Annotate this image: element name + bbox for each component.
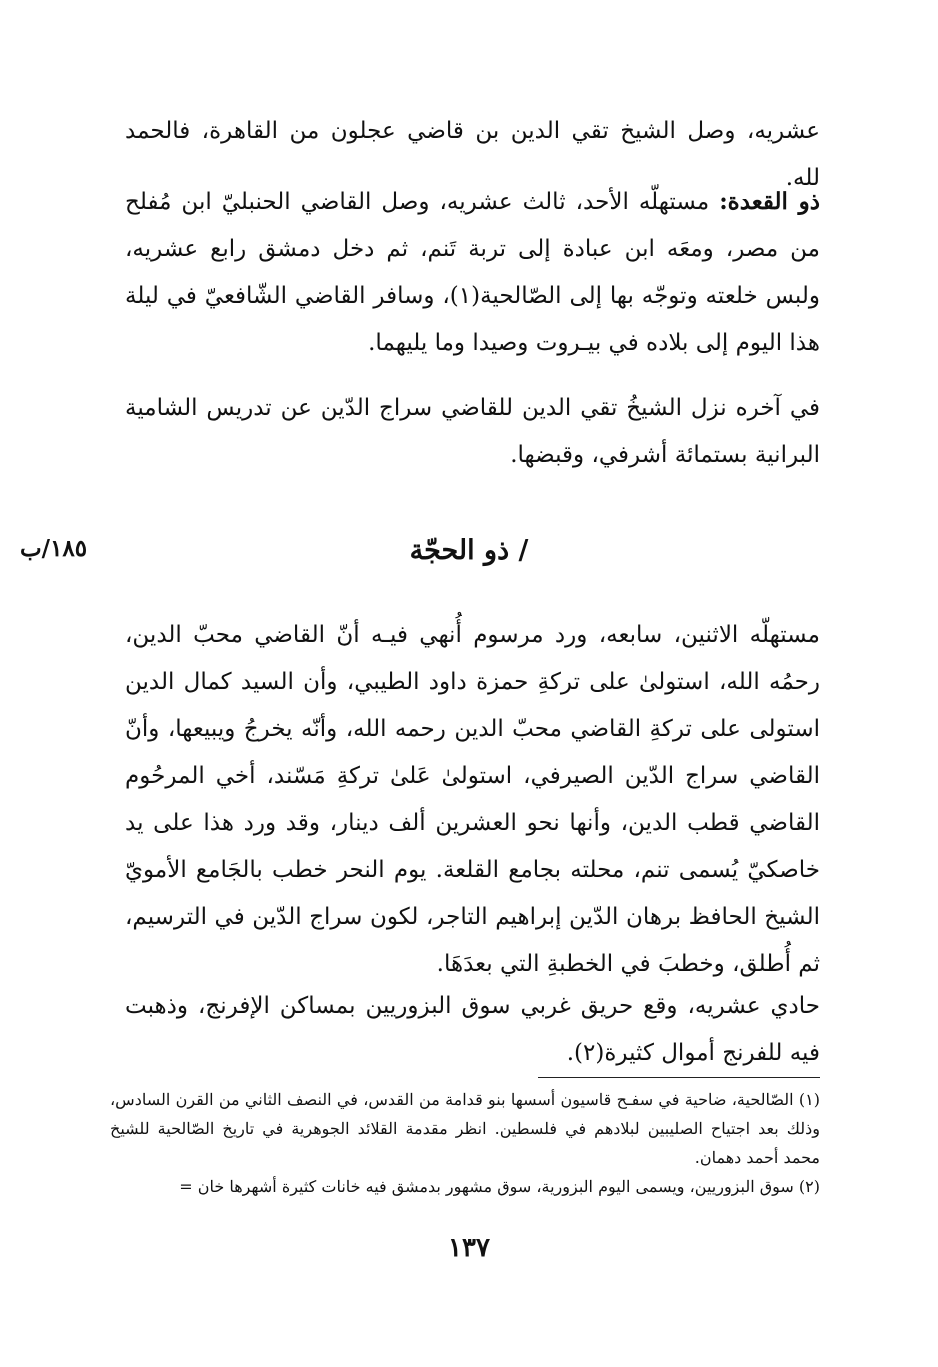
paragraph-fire-event: حادي عشريه، وقع حريق غربي سوق البزوريين بمساكن الإفرنج، وذهبت فيه للفرنج أموال كثيرة(٢). [125, 993, 820, 1066]
footnote-2: (٢) سوق البزوريين، ويسمى اليوم البزورية، سوق مشهور بدمشق فيه خانات كثيرة أشهرها خان = [179, 1177, 820, 1196]
section-heading-dhu-al-hijjah: / ذو الحجّة [409, 535, 529, 566]
footnote-separator [538, 1077, 820, 1078]
month-label-dhu-al-qadah: ذو القعدة: [719, 188, 820, 215]
paragraph-end-of-previous-month: عشريه، وصل الشيخ تقي الدين بن قاضي عجلون من القاهرة، فالحمد لله. [125, 118, 820, 191]
paragraph-dhu-al-hijjah-start: مستهلّه الاثنين، سابعه، ورد مرسوم أُنهي فيـه أنّ القاضي محبّ الدين، رحمُه الله، استولىٰ على تركةِ حمزة داود الطيبي، وأن السيد كمال الدين استولى على تركةِ القاضي محبّ الدين رحمه الله، وأنّه يخرجُ ويبيعها، وأنّ القاضي سراج الدّين الصيرفي، استولىٰ عَلىٰ تركةِ مَسّند، أخي المرحُوم القاضي قطب الدين، وأنها نحو العشرين ألف دينار، وقد ورد هذا على يد خاصكيّ يُسمى تنم، محلته بجامع القلعة. يوم النحر خطب بالجَامع الأمويّ الشيخ الحافظ برهان الدّين إبراهيم التاجر، لكون سراج الدّين في الترسيم، ثم أُطلق، وخطبَ في الخطبةِ التي بعدَهَا. [125, 622, 820, 977]
footnote-1: (١) الصّالحية، ضاحية في سفـح قاسيون أسسها بنو قدامة من القدس، في النصف الثاني من القرن السادس، وذلك بعد اجتياح الصليبين لبلادهم في فلسطين. انظر مقدمة القلائد الجوهرية في تاريخ الصّالحية للشيخ محمد أحمد دهمان. [110, 1090, 820, 1167]
paragraph-dhu-al-qadah-body: مستهلّه الأحد، ثالث عشريه، وصل القاضي الحنبليّ ابن مُفلح من مصر، ومعَه ابن عبادة إلى تربة تَنم، ثم دخل دمشق رابع عشريه، ولبس خلعته وتوجّه بها إلى الصّالحية(١)، وسافر القاضي الشّافعيّ في ليلة هذا اليوم إلى بلاده في بيـروت وصيدا وما يليهما. [125, 189, 820, 356]
paragraph-dhu-al-qadah [125, 178, 820, 367]
folio-marker: ١٨٥/ب [20, 535, 88, 562]
page-number: ١٣٧ [448, 1233, 490, 1263]
footnotes [110, 1085, 820, 1201]
paragraph-end-of-dhu-al-qadah: في آخره نزل الشيخُ تقي الدين للقاضي سراج الدّين عن تدريس الشامية البرانية بستمائة أشرفي، وقبضها. [125, 395, 820, 468]
